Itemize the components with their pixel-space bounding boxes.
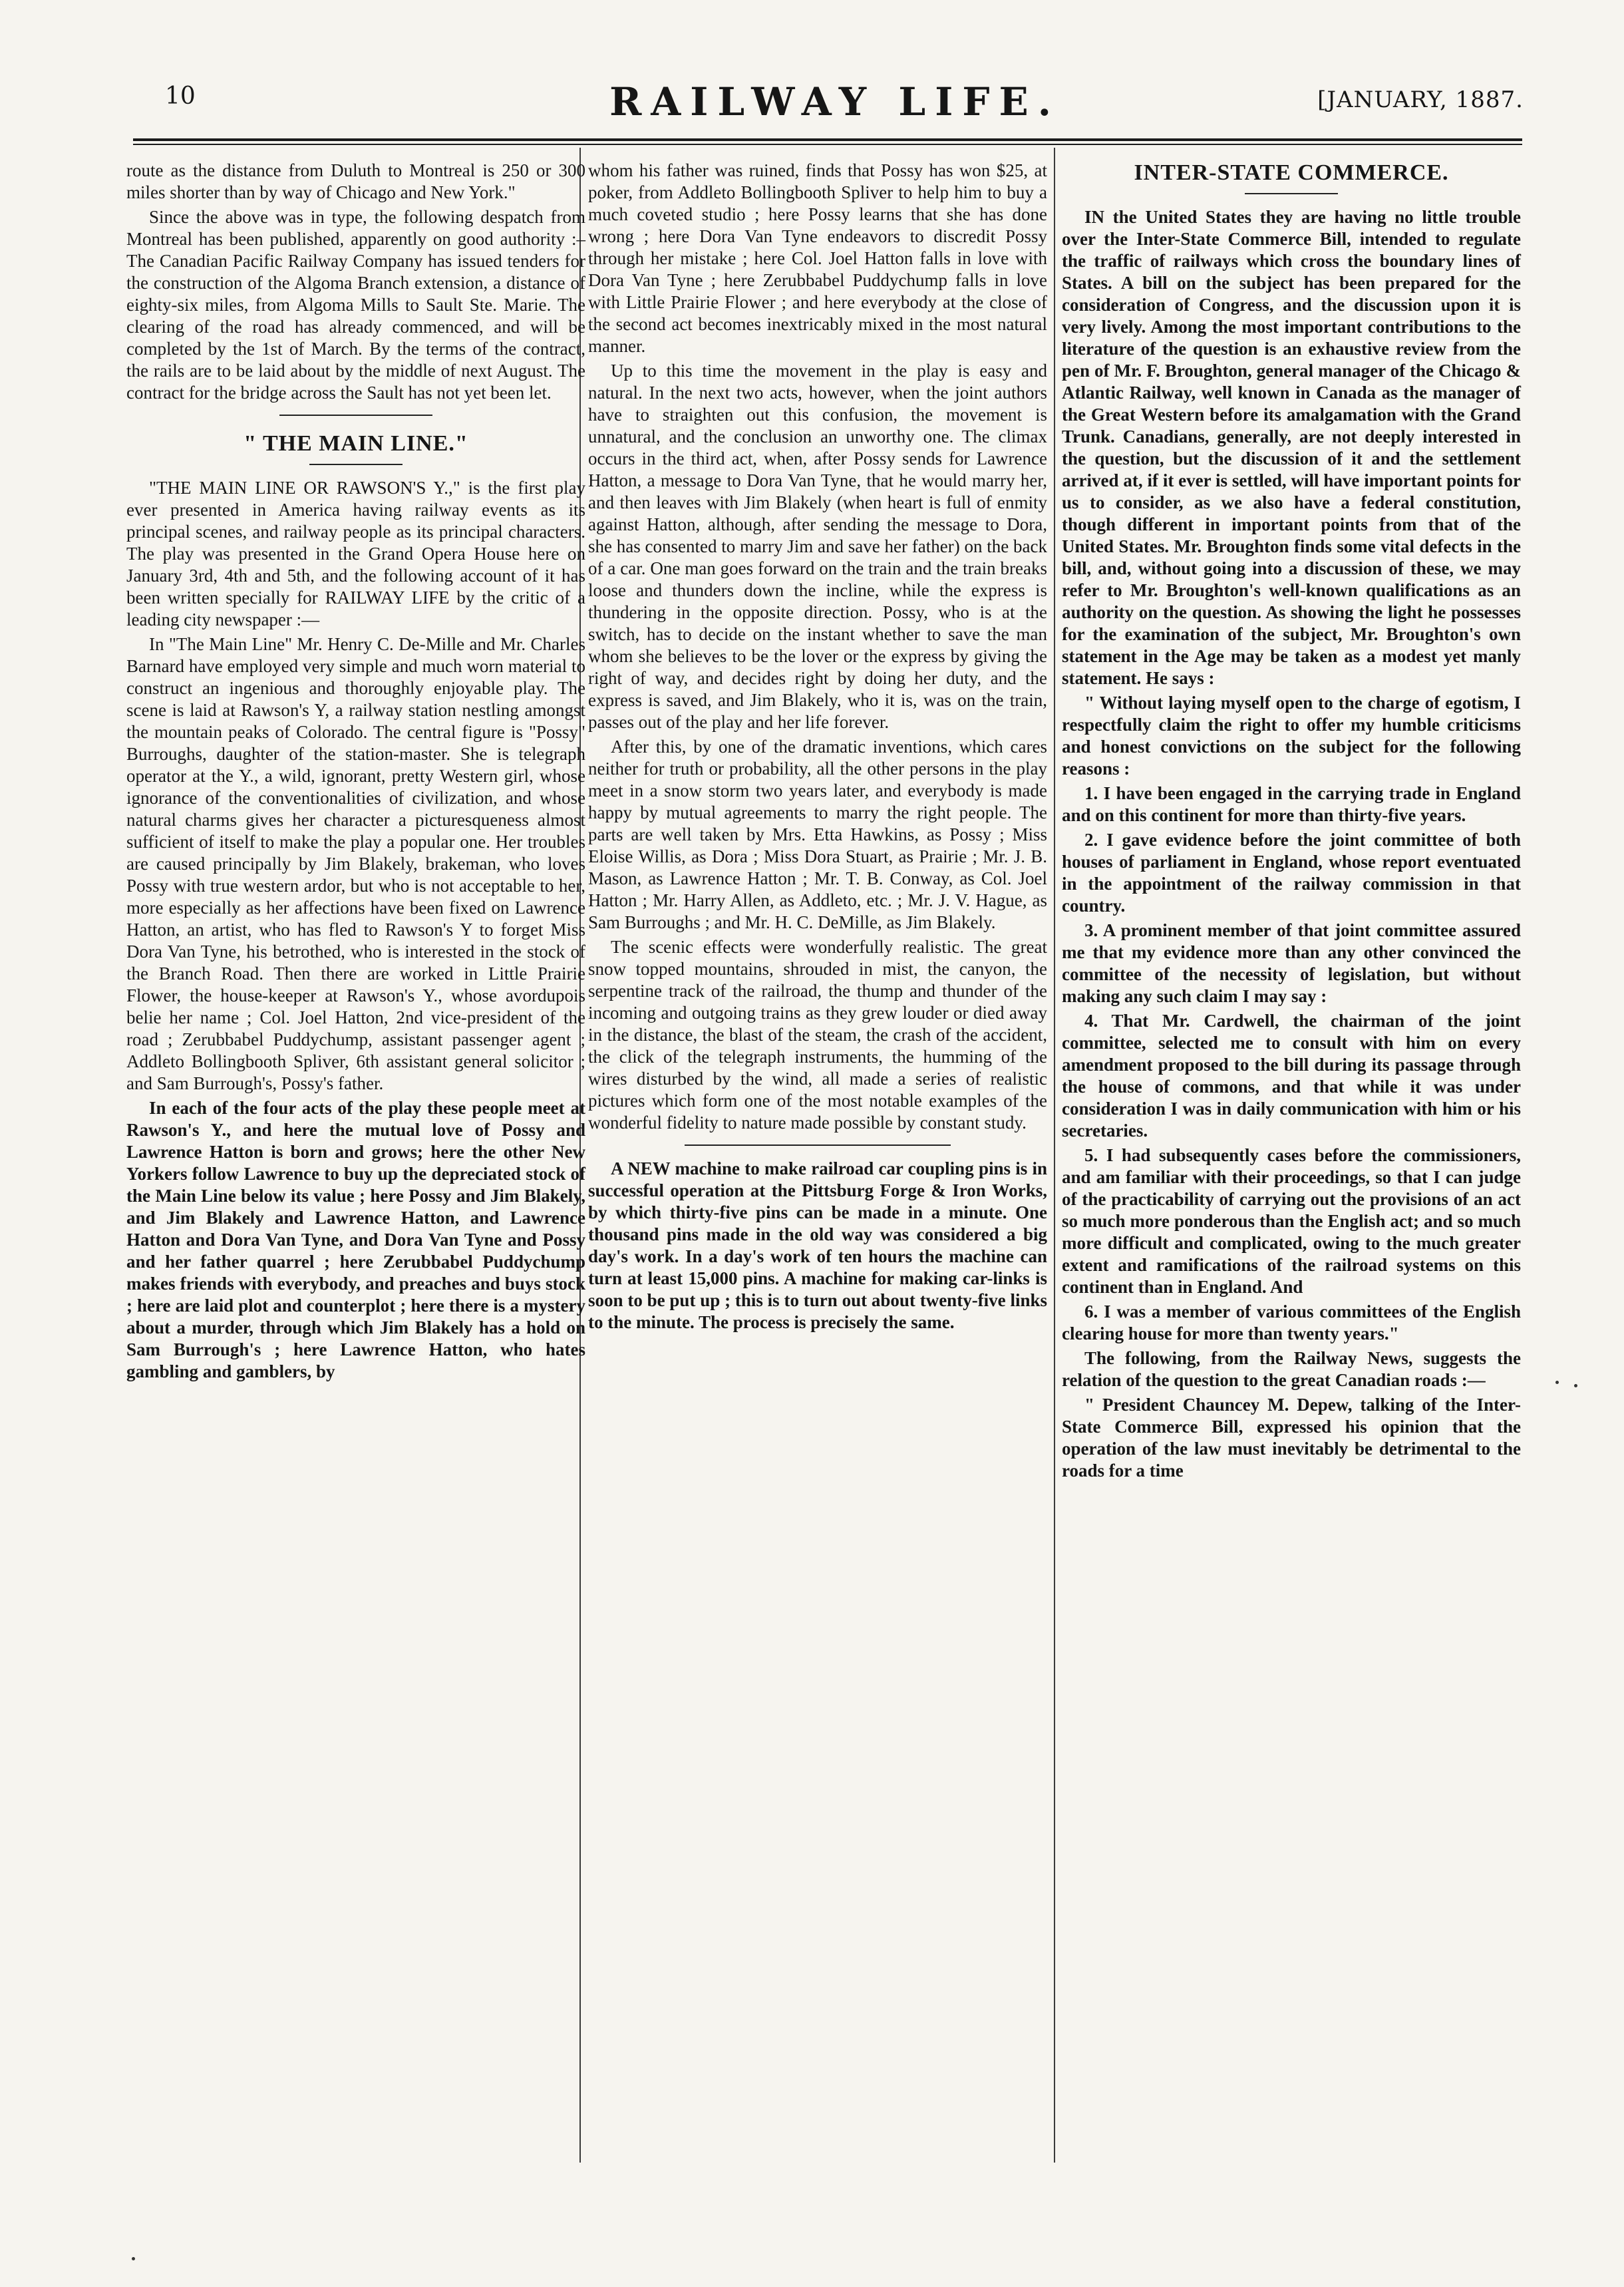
column-right [1062, 160, 1521, 1485]
article-heading-inter-state: INTER-STATE COMMERCE. [1134, 160, 1449, 185]
article-paragraph: Since the above was in type, the following despatch from Montreal has been published, apparently on good authority :– The Canadian Pacific Railway Company has issued tenders for the construction of the Algoma Branch extension, a distance of eighty-six miles, from Algoma Mills to Sault Ste. Marie. The clearing of the road has already commenced, and will be completed by the 1st of March. By the terms of the contract, the rails are to be laid about by the middle of next August. The contract for the bridge across the Sault has not yet been let. [126, 207, 585, 403]
quote-paragraph: 2. I gave evidence before the joint committee of both houses of parliament in England, whose report eventuated in the appointment of the railway commission in that country. [1062, 830, 1521, 916]
article-paragraph: In each of the four acts of the play these people meet at Rawson's Y., and here the mutual love of Possy and Lawrence Hatton is born and grows; here the other New Yorkers follow Lawrence to buy up the depreciated stock of the Main Line below its value ; here Possy and Jim Blakely, and Jim Blakely and Lawrence Hatton, and Lawrence Hatton and Dora Van Tyne, and Dora Van Tyne and Possy and her father quarrel ; here Zerubbabel Puddychump makes friends with everybody, and preaches and buys stock ; here are laid plot and counterplot ; here there is a mystery about a murder, through which Jim Blakely has a hold on Sam Burrough's ; here Lawrence Hatton, who hates gambling and gamblers, by [126, 1098, 585, 1381]
heading-rule [309, 464, 403, 465]
article-separator [685, 1144, 951, 1146]
quote-paragraph: " President Chauncey M. Depew, talking of the Inter-State Commerce Bill, expressed his opinion that the operation of the law must inevitably be detrimental to the roads for a time [1062, 1395, 1521, 1481]
quote-paragraph: 5. I had subsequently cases before the commissioners, and am familiar with their proceedings, so that I can judge of the practicability of carrying out the provisions of an act so much more ponderous than the English act; and so much more difficult and complicated, owing to the much greater extent and ramifications of the railroad systems on this continent than in England. And [1062, 1145, 1521, 1297]
heading-rule [1245, 193, 1338, 194]
article-paragraph: In "The Main Line" Mr. Henry C. De-Mille and Mr. Charles Barnard have employed very simple and much worn material to construct an ingenious and thoroughly enjoyable play. The scene is laid at Rawson's Y, a railway station nestling amongst the mountain peaks of Colorado. The central figure is "Possy" Burroughs, daughter of the station-master. She is telegraph operator at the Y., a wild, ignorant, pretty Western girl, whose ignorance of the conventionalities of civilization, and whose natural charms gives her character a picturesqueness almost sufficient of itself to make the play a popular one. Her troubles are caused principally by Jim Blakely, brakeman, who loves Possy with true western ardor, but who is not acceptable to her, more especially as her affections have been fixed on Lawrence Hatton, an artist, who has fled to Rawson's Y to forget Miss Dora Van Tyne, his betrothed, who is interested in the stock of the Branch Road. Then there are worked in Little Prairie Flower, the house-keeper at Rawson's Y., whose avordupois belie her name ; Col. Joel Hatton, 2nd vice-president of the road ; Zerubbabel Puddychump, assistant passenger agent ; Addleto Bollingbooth Spliver, 6th assistant general solicitor ; and Sam Burrough's, Possy's father. [126, 634, 585, 1093]
column-middle [588, 160, 1047, 1336]
column-divider [1054, 148, 1055, 2163]
header-rule [133, 138, 1522, 141]
quote-paragraph: 3. A prominent member of that joint committee assured me that my evidence more than any other convinced the committee of the necessity of legislation, but without making any such claim I may say : [1062, 920, 1521, 1006]
article-paragraph: IN the United States they are having no little trouble over the Inter-State Commerce Bill, intended to regulate the traffic of railways which cross the boundary lines of States. A bill on the subject has been prepared for the consideration of Congress, and the discussion upon it is very lively. Among the most important contributions to the literature of the question is an exhaustive review from the pen of Mr. F. Broughton, general manager of the Chicago & Atlantic Railway, well known in Canada as the manager of the Great Western before its amalgamation with the Grand Trunk. Canadians, generally, are not deeply interested in the question, but the discussion of it and the settlement arrived at, if it ever is settled, will have important points for us to consider, as we also have a federal constitution, though different in important points from that of the United States. Mr. Broughton finds some vital defects in the bill, and, without going into a discussion of these, we may refer to Mr. Broughton's well-known qualifications as an authority on the question. As showing the light he possesses for the examination of the subject, Mr. Broughton's own statement in the Age may be taken as a modest yet manly statement. He says : [1062, 207, 1521, 688]
issue-date: [JANUARY, 1887. [1317, 87, 1524, 113]
article-paragraph: "THE MAIN LINE OR RAWSON'S Y.," is the first play ever presented in America having railway events as its principal scenes, and railway people as its principal characters. The play was presented in the Grand Opera House here on January 3rd, 4th and 5th, and the following account of it has been written specially for RAILWAY LIFE by the critic of a leading city newspaper :— [126, 478, 585, 629]
column-left [126, 160, 585, 1385]
quote-paragraph: " Without laying myself open to the charge of egotism, I respectfully claim the right to offer my humble criticisms and honest convictions on the subject for the following reasons : [1062, 693, 1521, 779]
masthead-title: RAILWAY LIFE. [609, 79, 1060, 124]
article-paragraph: The scenic effects were wonderfully realistic. The great snow topped mountains, shrouded in mist, the canyon, the serpentine track of the railroad, the thump and thunder of the incoming and outgoing trains as they grew louder or died away in the distance, the blast of the steam, the crash of the accident, the click of the telegraph instruments, the humming of the wires disturbed by the wind, all made a series of realistic pictures which form one of the most notable examples of the wonderful fidelity to nature made possible by constant study. [588, 937, 1047, 1133]
header-rule-thin [133, 144, 1522, 145]
article-separator [279, 415, 432, 416]
article-paragraph-machine: A NEW machine to make railroad car coupling pins is in successful operation at the Pittsburg Forge & Iron Works, by which thirty-five pins can be made in a minute. One thousand pins made in the old way was considered a big day's work. In a day's work of ten hours the machine can turn at least 15,000 pins. A machine for making car-links is soon to be put up ; this is to turn out about twenty-five links to the minute. The process is precisely the same. [588, 1158, 1047, 1332]
quote-paragraph: The following, from the Railway News, suggests the relation of the question to the great Canadian roads :— [1062, 1348, 1521, 1390]
print-speck [1574, 1384, 1577, 1387]
quote-paragraph: 1. I have been engaged in the carrying trade in England and on this continent for more than thirty-five years. [1062, 783, 1521, 825]
quote-paragraph: 4. That Mr. Cardwell, the chairman of the joint committee, selected me to consult with him on every amendment proposed to the bill during its passage through the house of commons, and that while it was under consideration I was in daily communication with him or his secretaries. [1062, 1011, 1521, 1141]
quote-paragraph: 6. I was a member of various committees of the English clearing house for more than twenty years." [1062, 1302, 1521, 1343]
article-paragraph: Up to this time the movement in the play is easy and natural. In the next two acts, however, when the joint authors have to straighten out this confusion, the movement is unnatural, and the conclusion an unworthy one. The climax occurs in the third act, when, after Possy sends for Lawrence Hatton, a message to Dora Van Tyne, that he would marry her, and then leaves with Jim Blakely (when heart is full of enmity against Hatton, although, after sending the message to Dora, she has consented to marry Jim and save her father) on the back of a car. One man goes forward on the train and the train breaks loose and thunders down the incline, while the express is thundering in the opposite direction. Possy, who is at the switch, has to decide on the instant whether to save the man whom she believes to be the lover or the express by giving the right of way, and decides right by doing her duty, and the express is saved, and Jim Blakely, who it is, was on the train, passes out of the play and her life forever. [588, 361, 1047, 732]
article-paragraph: After this, by one of the dramatic inventions, which cares neither for truth or probability, all the other persons in the play meet in a snow storm two years later, and everybody is made happy by mutual agreements to marry the right people. The parts are well taken by Mrs. Etta Hawkins, as Possy ; Miss Eloise Willis, as Dora ; Miss Dora Stuart, as Prairie ; Mr. J. B. Mason, as Lawrence Hatton ; Mr. T. B. Conway, as Col. Joel Hatton ; Mr. Harry Allen, as Addleto, etc. ; Mr. J. V. Hague, as Sam Burroughs ; and Mr. H. C. DeMille, as Jim Blakely. [588, 737, 1047, 932]
print-speck [132, 2257, 135, 2260]
page-header [146, 79, 1524, 132]
article-paragraph: whom his father was ruined, finds that Possy has won $25, at poker, from Addleto Bollingbooth Spliver to help him to buy a much coveted studio ; here Possy learns that she has done wrong ; here Dora Van Tyne endeavors to discredit Possy through her mistake ; here Col. Joel Hatton falls in love with Dora Van Tyne ; here Zerubbabel Puddychump falls in love with Little Prairie Flower ; and here everybody at the close of the second act becomes inextricably mixed in the most natural manner. [588, 160, 1047, 356]
page-number: 10 [165, 83, 196, 110]
print-speck [1555, 1381, 1559, 1384]
article-heading-main-line: " THE MAIN LINE." [244, 431, 468, 456]
article-paragraph: route as the distance from Duluth to Montreal is 250 or 300 miles shorter than by way of Chicago and New York." [126, 160, 585, 202]
